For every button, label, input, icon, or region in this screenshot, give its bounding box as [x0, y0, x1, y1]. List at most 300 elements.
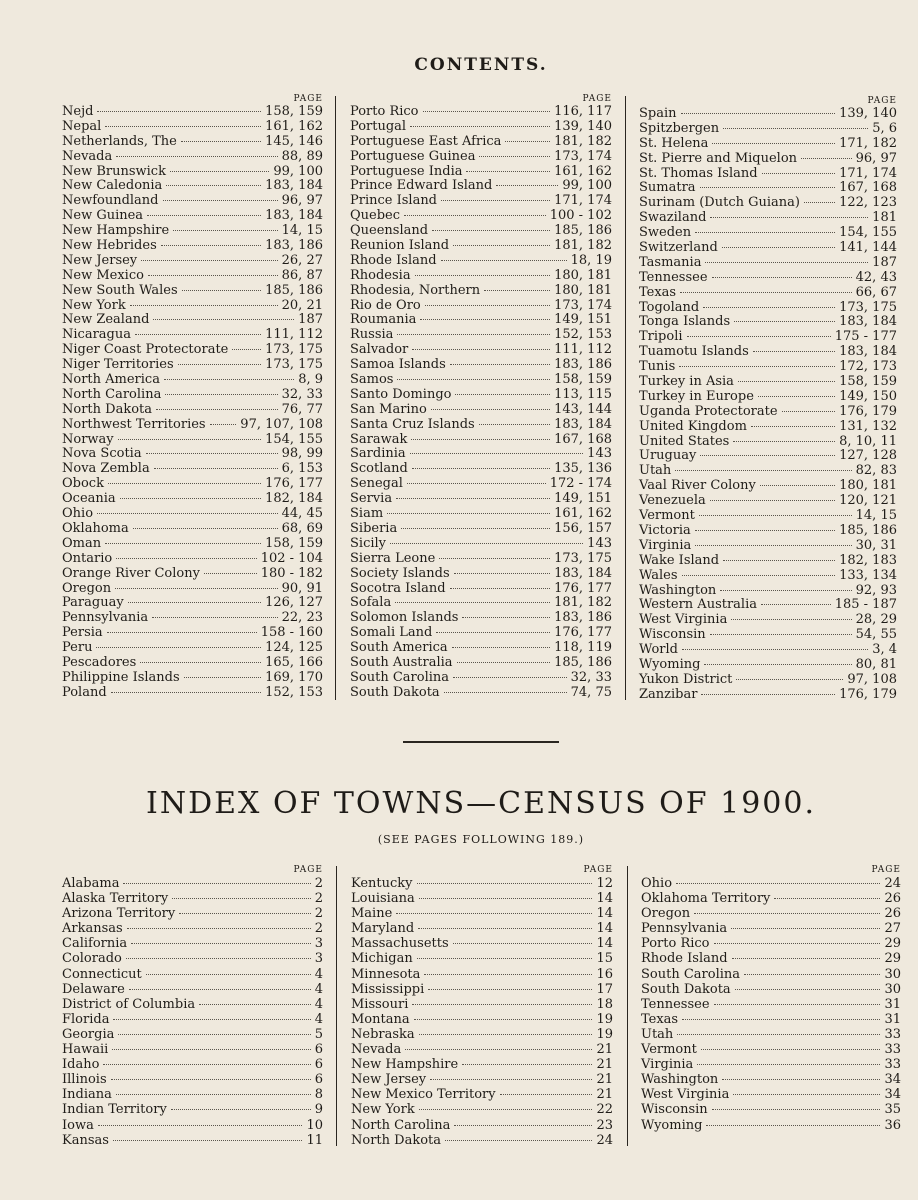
index-entry — [641, 951, 901, 966]
entry-name: Uruguay — [639, 448, 697, 464]
entry-pages: 111, 112 — [554, 342, 612, 358]
leader-dots — [439, 558, 550, 559]
entry-pages: 120, 121 — [839, 493, 897, 509]
leader-dots — [396, 498, 550, 499]
entry-pages: 4 — [314, 966, 323, 982]
leader-dots — [146, 453, 278, 454]
leader-dots — [113, 1019, 310, 1020]
entry-name: Reunion Island — [350, 238, 450, 254]
leader-dots — [700, 455, 835, 456]
leader-dots — [753, 351, 835, 352]
entry-pages: 167, 168 — [554, 431, 612, 447]
entry-pages: 167, 168 — [839, 180, 897, 196]
leader-dots — [163, 200, 278, 201]
contents-entry — [350, 611, 612, 626]
leader-dots — [732, 958, 881, 959]
entry-name: Pescadores — [62, 654, 137, 670]
entry-pages: 180, 181 — [554, 282, 612, 298]
entry-name: Tripoli — [639, 329, 683, 345]
entry-pages: 187 — [298, 312, 323, 328]
entry-pages: 131, 132 — [839, 418, 897, 434]
entry-name: Sofala — [350, 595, 392, 611]
leader-dots — [441, 260, 567, 261]
entry-pages: 2 — [314, 891, 323, 907]
entry-pages: 4 — [314, 981, 323, 997]
leader-dots — [111, 1079, 311, 1080]
leader-dots — [130, 305, 278, 306]
entry-pages: 9 — [314, 1102, 323, 1118]
leader-dots — [714, 1004, 881, 1005]
index-entry — [62, 982, 323, 997]
entry-name: Delaware — [62, 981, 125, 997]
entry-name: Northwest Territories — [62, 416, 206, 432]
leader-dots — [466, 171, 550, 172]
leader-dots — [173, 230, 277, 231]
entry-name: Norway — [62, 431, 114, 447]
entry-name: Nejd — [62, 104, 94, 119]
entry-pages: 97, 108 — [847, 671, 897, 687]
leader-dots — [454, 1125, 592, 1126]
contents-entry — [639, 613, 897, 628]
entry-name: Illinois — [62, 1072, 107, 1088]
contents-entry — [350, 507, 612, 522]
entry-pages: 158, 159 — [839, 374, 897, 390]
entry-pages: 11 — [306, 1132, 323, 1148]
entry-pages: 16 — [596, 966, 613, 982]
leader-dots — [432, 230, 550, 231]
entry-pages: 3 — [314, 951, 323, 967]
contents-entry — [639, 420, 897, 435]
index-entry — [351, 1133, 613, 1148]
entry-pages: 102 - 104 — [260, 550, 323, 566]
leader-dots — [164, 379, 294, 380]
contents-entry — [639, 643, 897, 658]
leader-dots — [424, 974, 592, 975]
entry-pages: 30, 31 — [855, 537, 897, 553]
leader-dots — [126, 958, 311, 959]
entry-pages: 68, 69 — [281, 520, 323, 536]
contents-entry — [639, 107, 897, 122]
entry-name: New Brunswick — [62, 163, 166, 179]
entry-name: Indiana — [62, 1087, 112, 1103]
entry-pages: 6 — [314, 1042, 323, 1058]
entry-name: Minnesota — [351, 966, 421, 982]
entry-name: Santa Cruz Islands — [350, 416, 475, 432]
index-entry — [62, 1057, 323, 1072]
contents-entry — [639, 628, 897, 643]
leader-dots — [453, 677, 567, 678]
entry-pages: 3, 4 — [872, 642, 897, 658]
contents-entry — [350, 626, 612, 641]
entry-name: Georgia — [62, 1026, 115, 1042]
entry-pages: 185, 186 — [554, 654, 612, 670]
leader-dots — [425, 305, 550, 306]
leader-dots — [414, 1019, 593, 1020]
contents-entry — [639, 554, 897, 569]
entry-pages: 21 — [596, 1057, 613, 1073]
entry-pages: 24 — [596, 1132, 613, 1148]
entry-name: World — [639, 642, 678, 658]
leader-dots — [676, 883, 880, 884]
entry-pages: 28, 29 — [855, 612, 897, 628]
entry-pages: 44, 45 — [281, 506, 323, 522]
entry-name: Venezuela — [639, 493, 706, 509]
entry-name: South Carolina — [641, 966, 741, 982]
entry-pages: 118, 119 — [554, 640, 612, 656]
index-entry — [62, 936, 323, 951]
entry-name: Siam — [350, 506, 384, 522]
entry-pages: 96, 97 — [855, 150, 897, 166]
entry-name: Utah — [639, 463, 672, 479]
entry-name: New Caledonia — [62, 178, 163, 194]
contents-entry — [639, 598, 897, 613]
leader-dots — [675, 470, 851, 471]
leader-dots — [736, 679, 843, 680]
contents-entry — [62, 492, 323, 507]
leader-dots — [682, 575, 836, 576]
index-entry — [351, 997, 613, 1012]
leader-dots — [184, 677, 261, 678]
entry-name: Surinam (Dutch Guiana) — [639, 195, 800, 211]
leader-dots — [112, 1049, 310, 1050]
entry-name: Oklahoma Territory — [641, 891, 771, 907]
entry-name: Oklahoma — [62, 520, 129, 536]
entry-pages: 183, 186 — [554, 357, 612, 373]
leader-dots — [712, 277, 852, 278]
entry-pages: 31 — [884, 996, 901, 1012]
entry-name: Ohio — [62, 506, 94, 522]
entry-name: Rhodesia, Northern — [350, 282, 481, 298]
leader-dots — [405, 1049, 592, 1050]
index-entry — [351, 891, 613, 906]
index-entry — [351, 967, 613, 982]
leader-dots — [697, 1064, 880, 1065]
entry-name: North Carolina — [351, 1117, 451, 1133]
leader-dots — [396, 913, 592, 914]
contents-entry — [350, 462, 612, 477]
index-entry — [62, 997, 323, 1012]
column-divider — [625, 96, 626, 700]
page-label: PAGE — [293, 865, 323, 875]
leader-dots — [484, 290, 550, 291]
contents-entry — [639, 688, 897, 703]
leader-dots — [166, 185, 261, 186]
leader-dots — [116, 558, 256, 559]
leader-dots — [179, 913, 310, 914]
leader-dots — [410, 126, 550, 127]
contents-entry — [350, 596, 612, 611]
leader-dots — [103, 1064, 310, 1065]
entry-name: Texas — [641, 1011, 679, 1027]
leader-dots — [681, 113, 836, 114]
leader-dots — [199, 1004, 311, 1005]
entry-pages: 96, 97 — [281, 193, 323, 209]
entry-name: Kentucky — [351, 876, 413, 891]
page-label: PAGE — [867, 96, 897, 106]
entry-name: Siberia — [350, 520, 398, 536]
entry-pages: 173, 175 — [554, 550, 612, 566]
contents-entry — [62, 209, 323, 224]
entry-name: Tasmania — [639, 254, 702, 270]
leader-dots — [127, 928, 311, 929]
entry-name: Nova Zembla — [62, 461, 150, 477]
entry-pages: 80, 81 — [855, 656, 897, 672]
contents-entry — [639, 405, 897, 420]
entry-pages: 2 — [314, 906, 323, 922]
entry-name: Tonga Islands — [639, 314, 731, 330]
entry-name: Paraguay — [62, 595, 124, 611]
contents-entry — [639, 435, 897, 450]
entry-name: Solomon Islands — [350, 610, 459, 626]
leader-dots — [694, 913, 880, 914]
entry-pages: 133, 134 — [839, 567, 897, 583]
entry-pages: 185, 186 — [265, 282, 323, 298]
page-label: PAGE — [293, 94, 323, 104]
contents-entry — [62, 284, 323, 299]
contents-entry — [350, 582, 612, 597]
contents-entry — [62, 671, 323, 686]
entry-pages: 30 — [884, 981, 901, 997]
contents-entry — [350, 299, 612, 314]
entry-name: St. Pierre and Miquelon — [639, 150, 798, 166]
leader-dots — [397, 334, 550, 335]
leader-dots — [436, 632, 550, 633]
entry-name: Samoa Islands — [350, 357, 446, 373]
entry-pages: 173, 174 — [554, 297, 612, 313]
entry-pages: 97, 107, 108 — [240, 416, 323, 432]
leader-dots — [801, 158, 852, 159]
entry-pages: 2 — [314, 876, 323, 891]
leader-dots — [401, 528, 550, 529]
contents-column-3 — [639, 95, 897, 703]
leader-dots — [699, 515, 852, 516]
leader-dots — [131, 943, 311, 944]
entry-name: Ohio — [641, 876, 673, 891]
entry-pages: 176, 179 — [839, 403, 897, 419]
entry-name: Arizona Territory — [62, 906, 176, 922]
entry-pages: 172, 173 — [839, 359, 897, 375]
entry-name: Connecticut — [62, 966, 142, 982]
leader-dots — [774, 898, 880, 899]
leader-dots — [397, 379, 550, 380]
leader-dots — [412, 468, 550, 469]
leader-dots — [116, 1094, 311, 1095]
entry-name: New Guinea — [62, 208, 144, 224]
entry-name: Switzerland — [639, 240, 718, 256]
leader-dots — [172, 898, 310, 899]
index-entry — [351, 951, 613, 966]
index-entry — [351, 936, 613, 951]
entry-pages: 17 — [596, 981, 613, 997]
contents-entry — [62, 299, 323, 314]
leader-dots — [410, 453, 584, 454]
leader-dots — [462, 1064, 592, 1065]
leader-dots — [441, 200, 550, 201]
leader-dots — [135, 334, 261, 335]
entry-pages: 6, 153 — [281, 461, 323, 477]
index-entry — [641, 1087, 901, 1102]
entry-pages: 6 — [314, 1057, 323, 1073]
entry-name: Alabama — [62, 876, 120, 891]
entry-pages: 113, 115 — [554, 386, 612, 402]
contents-entry — [62, 388, 323, 403]
index-entry — [62, 1133, 323, 1148]
entry-pages: 34 — [884, 1072, 901, 1088]
entry-pages: 161, 162 — [265, 118, 323, 134]
contents-entry — [639, 196, 897, 211]
contents-entry — [350, 418, 612, 433]
contents-entry — [639, 241, 897, 256]
section-divider — [403, 741, 559, 743]
entry-name: Florida — [62, 1011, 110, 1027]
leader-dots — [452, 647, 550, 648]
index-entry — [62, 951, 323, 966]
contents-entry — [639, 226, 897, 241]
leader-dots — [118, 1034, 310, 1035]
leader-dots — [744, 974, 880, 975]
contents-entry — [350, 328, 612, 343]
entry-name: Quebec — [350, 208, 401, 224]
entry-name: Maryland — [351, 921, 415, 937]
entry-pages: 180, 181 — [839, 478, 897, 494]
leader-dots — [419, 1109, 593, 1110]
entry-pages: 180, 181 — [554, 267, 612, 283]
contents-entry — [62, 626, 323, 641]
entry-name: Western Australia — [639, 597, 757, 613]
entry-name: Indian Territory — [62, 1102, 167, 1118]
leader-dots — [450, 588, 551, 589]
entry-pages: 175 - 177 — [834, 329, 897, 345]
entry-name: Massachusetts — [351, 936, 449, 952]
contents-entry — [639, 301, 897, 316]
entry-name: Portuguese India — [350, 163, 463, 179]
leader-dots — [496, 185, 558, 186]
entry-pages: 90, 91 — [281, 580, 323, 596]
entry-pages: 31 — [884, 1011, 901, 1027]
leader-dots — [703, 307, 835, 308]
leader-dots — [390, 543, 583, 544]
leader-dots — [108, 483, 261, 484]
leader-dots — [710, 500, 835, 501]
entry-pages: 183, 186 — [265, 238, 323, 254]
index-entry — [351, 1012, 613, 1027]
entry-pages: 122, 123 — [839, 195, 897, 211]
entry-name: Ontario — [62, 550, 113, 566]
entry-pages: 149, 151 — [554, 491, 612, 507]
entry-pages: 42, 43 — [855, 269, 897, 285]
entry-pages: 92, 93 — [855, 582, 897, 598]
leader-dots — [232, 349, 261, 350]
contents-entry — [350, 433, 612, 448]
contents-entry — [350, 239, 612, 254]
contents-entry — [62, 105, 323, 120]
index-entry — [641, 982, 901, 997]
contents-entry — [639, 152, 897, 167]
leader-dots — [420, 319, 550, 320]
entry-pages: 143, 144 — [554, 401, 612, 417]
leader-dots — [404, 215, 546, 216]
entry-pages: 185 - 187 — [834, 597, 897, 613]
leader-dots — [428, 989, 592, 990]
entry-pages: 3 — [314, 936, 323, 952]
entry-name: Spitzbergen — [639, 120, 720, 136]
leader-dots — [148, 275, 278, 276]
entry-name: Virginia — [639, 537, 692, 553]
entry-name: Portugal — [350, 118, 407, 134]
entry-pages: 183, 184 — [554, 416, 612, 432]
contents-entry — [62, 120, 323, 135]
leader-dots — [758, 396, 835, 397]
entry-pages: 143 — [587, 535, 612, 551]
entry-pages: 135, 136 — [554, 461, 612, 477]
entry-pages: 171, 174 — [554, 193, 612, 209]
leader-dots — [181, 141, 261, 142]
entry-pages: 26 — [884, 906, 901, 922]
entry-name: Prince Edward Island — [350, 178, 493, 194]
entry-pages: 19 — [596, 1011, 613, 1027]
contents-entry — [639, 122, 897, 137]
leader-dots — [129, 989, 311, 990]
entry-name: Rio de Oro — [350, 297, 421, 313]
entry-pages: 183, 184 — [839, 344, 897, 360]
page-label: PAGE — [871, 865, 901, 875]
leader-dots — [751, 426, 835, 427]
entry-name: Sicily — [350, 535, 387, 551]
leader-dots — [423, 111, 551, 112]
entry-name: District of Columbia — [62, 996, 196, 1012]
entry-pages: 74, 75 — [570, 684, 612, 700]
contents-entry — [639, 539, 897, 554]
entry-name: Philippine Islands — [62, 669, 180, 685]
entry-name: Nevada — [62, 148, 113, 164]
entry-pages: 26, 27 — [281, 252, 323, 268]
index-entry — [641, 1042, 901, 1057]
contents-entry — [62, 552, 323, 567]
entry-name: Oman — [62, 535, 102, 551]
entry-pages: 22 — [596, 1102, 613, 1118]
contents-entry — [350, 567, 612, 582]
contents-entry — [62, 224, 323, 239]
contents-entry — [350, 269, 612, 284]
entry-pages: 181, 182 — [554, 238, 612, 254]
entry-pages: 176, 177 — [265, 476, 323, 492]
leader-dots — [804, 202, 835, 203]
entry-name: Montana — [351, 1011, 410, 1027]
contents-entry — [350, 120, 612, 135]
leader-dots — [419, 1034, 593, 1035]
entry-name: Nepal — [62, 118, 102, 134]
leader-dots — [782, 411, 836, 412]
leader-dots — [105, 543, 261, 544]
leader-dots — [701, 1049, 881, 1050]
leader-dots — [723, 128, 868, 129]
contents-entry — [62, 239, 323, 254]
leader-dots — [115, 588, 278, 589]
leader-dots — [695, 545, 851, 546]
entry-pages: 10 — [306, 1117, 323, 1133]
contents-entry — [350, 105, 612, 120]
contents-entry — [350, 343, 612, 358]
contents-entry — [350, 388, 612, 403]
leader-dots — [453, 245, 550, 246]
entry-name: New York — [62, 297, 126, 313]
entry-pages: 139, 140 — [839, 106, 897, 121]
leader-dots — [687, 336, 831, 337]
entry-pages: 116, 117 — [554, 104, 612, 119]
contents-entry — [62, 567, 323, 582]
entry-name: Salvador — [350, 342, 409, 358]
leader-dots — [479, 424, 550, 425]
